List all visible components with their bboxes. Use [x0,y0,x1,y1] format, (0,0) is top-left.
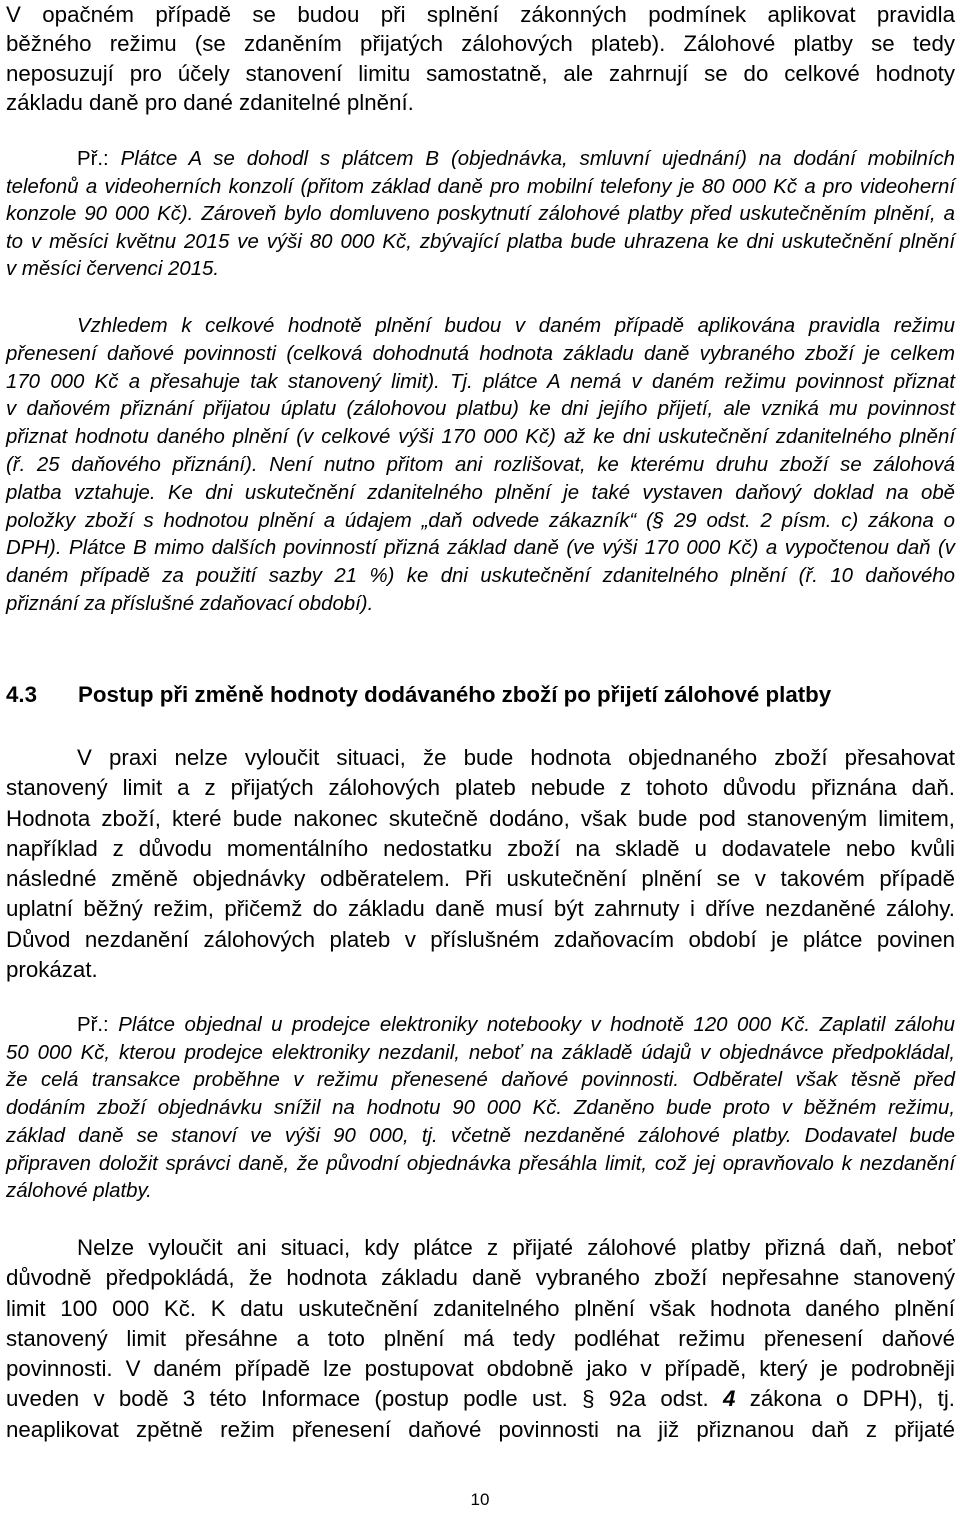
commentary-paragraph [6,313,955,619]
page-number: 10 [470,1490,490,1509]
text-line: prokázat. [6,957,98,983]
section-title: Postup při změně hodnoty dodávaného zboží po přijetí zálohové platby [78,682,832,707]
followup-paragraph [6,1233,955,1445]
example-paragraph-2 [6,1012,955,1206]
text-line: běžného režimu (se zdaněním přijatých zálohových plateb). Zálohové platby se tedy [6,31,955,57]
text-line [6,1012,955,1040]
text-line: platba vztahuje. Ke dni uskutečnění zdanitelného plnění je také vystaven daňový doklad na obě [6,481,955,504]
text-line: například z důvodu momentálního nedostatku zboží na skladě u dodavatele nebo kvůli [6,835,955,861]
text-span: uveden v bodě 3 této Informace (postup podle ust. § 92a odst. [6,1386,709,1412]
text-line: položky zboží s hodnotou plnění a údajem „daň odvede zákazník“ (§ 29 odst. 2 písm. c) zákona o [6,509,955,532]
intro-paragraph [6,0,955,118]
text-line: dodáním zboží objednávku snížil na hodnotu 90 000 Kč. Zdaněno bude proto v běžném režimu, [6,1097,955,1120]
text-line: uplatní běžný režim, přičemž do základu daně musí být zahrnuty i dříve nezdaněné zálohy. [6,896,955,922]
text-line: DPH). Plátce B mimo dalších povinností přizná základ daně (ve výši 170 000 Kč) a vypočtenou daň (v [6,537,955,560]
text-span: Plátce objednal u prodejce elektroniky notebooky v hodnotě 120 000 Kč. Zaplatil zálohu [118,1014,955,1036]
section-number: 4.3 [6,682,37,707]
text-line: Důvod nezdanění zálohových plateb v příslušném zdaňovacím období je plátce povinen [6,926,955,952]
text-line: v měsíci červenci 2015. [6,258,220,280]
text-line: přenesení daňové povinnosti (celková dohodnutá hodnota základu daně vybraného zboží je celkem [6,342,955,365]
section-body-paragraph [6,743,955,985]
text-line: povinnosti. V daném případě lze postupovat obdobně jako v případě, který je podrobněji [6,1356,955,1382]
text-line: V opačném případě se budou při splnění zákonných podmínek aplikovat pravidla [6,2,955,27]
text-line: základ daně se stanoví ve výši 90 000, tj. včetně nezdaněné zálohové platby. Dodavatel bude [6,1124,955,1147]
text-line: to v měsíci květnu 2015 ve výši 80 000 Kč, zbývající platba bude uhrazena ke dni uskutečnění plnění [6,230,955,253]
text-line: základu daně pro dané zdanitelné plnění. [6,90,414,116]
example-paragraph-1 [6,146,955,284]
text-line: Hodnota zboží, které bude nakonec skutečně dodáno, však bude pod stanoveným limitem, [6,805,955,831]
text-line: konzole 90 000 Kč). Zároveň bylo domluveno poskytnutí zálohové platby před uskutečněním plnění, a [6,203,955,225]
text-line: v daňovém přiznání přijatou úplatu (zálohovou platbu) ke dni jejího přijetí, ale vzniká mu povinnost [6,398,955,421]
text-line: daném případě za použití sazby 21 %) ke dni uskutečnění zdanitelného plnění (ř. 10 daňového [6,565,955,588]
text-line: (ř. 25 daňového přiznání). Není nutno přitom ani rozlišovat, ke kterému druhu zboží se zálohová [6,453,955,476]
text-line [6,1384,955,1414]
text-line: přiznat hodnotu daného plnění (v celkové výši 170 000 Kč) až ke dni uskutečnění zdanitelného plnění [6,426,955,449]
text-line: telefonů a videoherních konzolí (přitom základ daně pro mobilní telefony je 80 000 Kč a pro videoherní [6,175,955,198]
text-line: Nelze vyloučit ani situaci, kdy plátce z přijaté zálohové platby přizná daň, neboť [77,1235,955,1260]
text-span: Plátce A se dohodl s plátcem B (objednávka, smluvní ujednání) na dodání mobilních [120,148,955,170]
text-line: stanovený limit přesáhne a toto plnění má tedy podléhat režimu přenesení daňové [6,1325,955,1351]
example-label: Př.: [77,1014,109,1036]
text-line: zálohové platby. [6,1180,152,1203]
text-line: Vzhledem k celkové hodnotě plnění budou v daném případě aplikována pravidla režimu [77,315,955,337]
text-line: 50 000 Kč, kterou prodejce elektroniky nezdanil, neboť na základě údajů v objednávce předpokládal, [6,1041,955,1064]
text-line: že celá transakce proběhne v režimu přenesené daňové povinnosti. Odběratel však těsně před [6,1069,955,1092]
text-line: připraven doložit správci daně, že původní objednávka přesáhla limit, což jej opravňovalo k nezdanění [6,1152,955,1175]
text-line: přiznání za příslušné zdaňovací období). [6,592,374,615]
text-line: stanovený limit a z přijatých zálohových plateb nebude z tohoto důvodu přiznána daň. [6,775,955,801]
section-heading [6,680,955,710]
text-line: následné změně objednávky odběratelem. Při uskutečnění plnění se v takovém případě [6,866,955,892]
text-line: neposuzují pro účely stanovení limitu samostatně, ale zahrnují se do celkové hodnoty [6,60,955,86]
emphasized-number: 4 [723,1386,736,1412]
text-line: neaplikovat zpětně režim přenesení daňové povinnosti na již přiznanou daň z přijaté [6,1416,955,1442]
text-line [6,146,955,174]
text-line: limit 100 000 Kč. K datu uskutečnění zdanitelného plnění však hodnota daného plnění [6,1295,955,1321]
text-line: 170 000 Kč a přesahuje tak stanovený limit). Tj. plátce A nemá v daném režimu povinnost přiznat [6,370,955,393]
text-line: V praxi nelze vyloučit situaci, že bude hodnota objednaného zboží přesahovat [77,745,955,770]
text-line: důvodně předpokládá, že hodnota základu daně vybraného zboží nepřesahne stanovený [6,1265,955,1291]
text-span: zákona o DPH), tj. [749,1386,955,1412]
example-label: Př.: [77,148,109,170]
